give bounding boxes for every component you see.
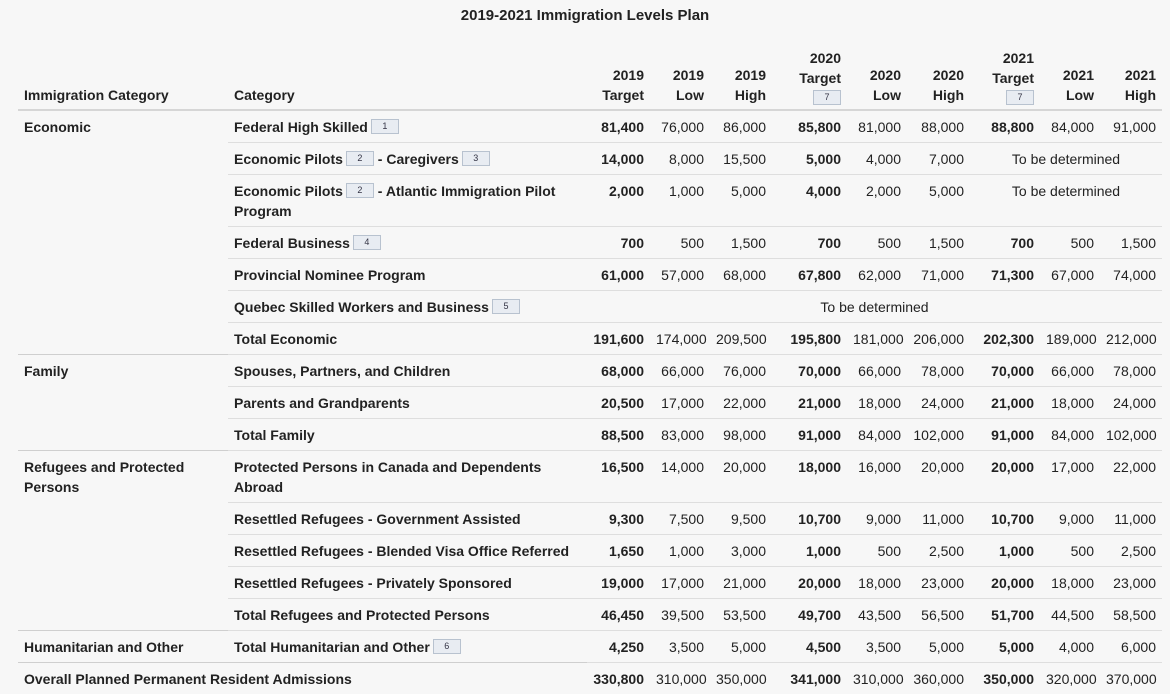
value-cell: 4,500 [772, 631, 847, 663]
row-group-label [18, 599, 228, 631]
category-text: Resettled Refugees - Privately Sponsored [234, 575, 512, 591]
value-cell: 10,700 [970, 503, 1040, 535]
row-category-label [228, 631, 587, 663]
category-text: Total Refugees and Protected Persons [234, 607, 490, 623]
value-cell: 14,000 [587, 143, 650, 175]
footnote-link[interactable]: 5 [492, 299, 520, 314]
value-cell: 51,700 [970, 599, 1040, 631]
header-2021-high: 2021 High [1100, 31, 1162, 110]
row-category-label [228, 323, 587, 355]
row-category-label [228, 535, 587, 567]
value-cell: 49,700 [772, 599, 847, 631]
row-group-label [18, 175, 228, 227]
row-category-label [228, 355, 587, 387]
value-cell: 1,500 [907, 227, 970, 259]
value-cell: 81,400 [587, 110, 650, 143]
row-category-label [228, 259, 587, 291]
value-cell: 5,000 [907, 175, 970, 227]
value-cell: 10,700 [772, 503, 847, 535]
value-cell: 91,000 [772, 419, 847, 451]
table-row [18, 291, 1162, 323]
to-be-determined-cell: To be determined [970, 175, 1162, 227]
value-cell: 1,000 [772, 535, 847, 567]
category-text: Total Economic [234, 331, 337, 347]
value-cell: 68,000 [587, 355, 650, 387]
value-cell: 53,500 [710, 599, 772, 631]
row-group-label [18, 387, 228, 419]
table-row [18, 259, 1162, 291]
table-caption: 2019-2021 Immigration Levels Plan [0, 0, 1170, 29]
row-group-label [18, 143, 228, 175]
value-cell: 206,000 [907, 323, 970, 355]
value-cell: 500 [1040, 535, 1100, 567]
value-cell: 24,000 [907, 387, 970, 419]
value-cell: 209,500 [710, 323, 772, 355]
row-group-label: Family [18, 355, 228, 387]
value-cell: 310,000 [650, 663, 710, 694]
value-cell: 1,650 [587, 535, 650, 567]
value-cell: 62,000 [847, 259, 907, 291]
value-cell: 700 [772, 227, 847, 259]
value-cell: 66,000 [847, 355, 907, 387]
value-cell: 83,000 [650, 419, 710, 451]
value-cell: 67,800 [772, 259, 847, 291]
row-group-label [18, 419, 228, 451]
table-row [18, 175, 1162, 227]
value-cell: 3,500 [650, 631, 710, 663]
value-cell: 102,000 [907, 419, 970, 451]
value-cell: 341,000 [772, 663, 847, 694]
value-cell: 56,500 [907, 599, 970, 631]
value-cell: 78,000 [907, 355, 970, 387]
value-cell: 23,000 [907, 567, 970, 599]
value-cell: 4,250 [587, 631, 650, 663]
value-cell: 181,000 [847, 323, 907, 355]
value-cell: 91,000 [970, 419, 1040, 451]
header-2019-high: 2019 High [710, 31, 772, 110]
value-cell: 21,000 [970, 387, 1040, 419]
to-be-determined-cell: To be determined [587, 291, 1162, 323]
immigration-levels-table [18, 31, 1162, 694]
value-cell: 189,000 [1040, 323, 1100, 355]
value-cell: 4,000 [772, 175, 847, 227]
footnote-link[interactable]: 4 [353, 235, 381, 250]
value-cell: 370,000 [1100, 663, 1162, 694]
value-cell: 74,000 [1100, 259, 1162, 291]
value-cell: 20,000 [970, 567, 1040, 599]
category-text: Resettled Refugees - Blended Visa Office Referred [234, 543, 569, 559]
value-cell: 16,000 [847, 451, 907, 503]
value-cell: 2,000 [587, 175, 650, 227]
value-cell: 202,300 [970, 323, 1040, 355]
value-cell: 350,000 [710, 663, 772, 694]
value-cell: 360,000 [907, 663, 970, 694]
row-group-label [18, 227, 228, 259]
row-category-label [228, 110, 587, 143]
value-cell: 71,000 [907, 259, 970, 291]
value-cell: 11,000 [907, 503, 970, 535]
header-2021-target: 2021 Target 7 [970, 31, 1040, 110]
footnote-link[interactable]: 1 [371, 119, 399, 134]
header-2019-low: 2019 Low [650, 31, 710, 110]
value-cell: 9,500 [710, 503, 772, 535]
value-cell: 330,800 [587, 663, 650, 694]
value-cell: 18,000 [847, 567, 907, 599]
header-immigration-category: Immigration Category [18, 31, 228, 110]
value-cell: 88,500 [587, 419, 650, 451]
value-cell: 24,000 [1100, 387, 1162, 419]
row-category-label [228, 291, 587, 323]
header-category: Category [228, 31, 587, 110]
value-cell: 20,000 [970, 451, 1040, 503]
table-row [18, 323, 1162, 355]
value-cell: 500 [847, 535, 907, 567]
value-cell: 84,000 [847, 419, 907, 451]
value-cell: 11,000 [1100, 503, 1162, 535]
row-group-label [18, 503, 228, 535]
value-cell: 195,800 [772, 323, 847, 355]
category-text: Federal High Skilled [234, 119, 368, 135]
header-2020-high: 2020 High [907, 31, 970, 110]
value-cell: 191,600 [587, 323, 650, 355]
row-category-label [228, 567, 587, 599]
value-cell: 76,000 [650, 110, 710, 143]
table-row [18, 143, 1162, 175]
value-cell: 14,000 [650, 451, 710, 503]
value-cell: 15,500 [710, 143, 772, 175]
value-cell: 174,000 [650, 323, 710, 355]
category-text-suffix: - Caregivers [374, 151, 459, 167]
value-cell: 320,000 [1040, 663, 1100, 694]
row-group-label: Economic [18, 110, 228, 143]
table-row [18, 663, 1162, 694]
value-cell: 212,000 [1100, 323, 1162, 355]
header-2021-low: 2021 Low [1040, 31, 1100, 110]
value-cell: 70,000 [970, 355, 1040, 387]
value-cell: 20,000 [907, 451, 970, 503]
category-text: Total Family [234, 427, 315, 443]
row-group-label [18, 535, 228, 567]
header-row [18, 31, 1162, 110]
category-text: Parents and Grandparents [234, 395, 410, 411]
value-cell: 44,500 [1040, 599, 1100, 631]
row-category-label [228, 419, 587, 451]
value-cell: 6,000 [1100, 631, 1162, 663]
value-cell: 88,800 [970, 110, 1040, 143]
value-cell: 57,000 [650, 259, 710, 291]
value-cell: 5,000 [907, 631, 970, 663]
value-cell: 2,500 [1100, 535, 1162, 567]
value-cell: 23,000 [1100, 567, 1162, 599]
table-row [18, 387, 1162, 419]
value-cell: 43,500 [847, 599, 907, 631]
row-group-label: Overall Planned Permanent Resident Admissions [18, 663, 587, 694]
value-cell: 20,000 [772, 567, 847, 599]
category-text: Protected Persons in Canada and Dependents Abroad [234, 459, 541, 495]
table-row [18, 631, 1162, 663]
footnote-link[interactable]: 2 [346, 151, 374, 166]
category-text: Economic Pilots [234, 151, 343, 167]
value-cell: 84,000 [1040, 110, 1100, 143]
value-cell: 7,000 [907, 143, 970, 175]
value-cell: 1,000 [650, 175, 710, 227]
value-cell: 18,000 [1040, 387, 1100, 419]
value-cell: 1,500 [710, 227, 772, 259]
value-cell: 7,500 [650, 503, 710, 535]
value-cell: 9,000 [1040, 503, 1100, 535]
value-cell: 61,000 [587, 259, 650, 291]
value-cell: 21,000 [710, 567, 772, 599]
value-cell: 22,000 [1100, 451, 1162, 503]
value-cell: 18,000 [1040, 567, 1100, 599]
category-text: Federal Business [234, 235, 350, 251]
value-cell: 9,000 [847, 503, 907, 535]
value-cell: 1,000 [970, 535, 1040, 567]
value-cell: 8,000 [650, 143, 710, 175]
value-cell: 66,000 [1040, 355, 1100, 387]
value-cell: 71,300 [970, 259, 1040, 291]
value-cell: 91,000 [1100, 110, 1162, 143]
header-2020-target: 2020 Target 7 [772, 31, 847, 110]
value-cell: 17,000 [650, 567, 710, 599]
value-cell: 5,000 [772, 143, 847, 175]
value-cell: 81,000 [847, 110, 907, 143]
value-cell: 2,000 [847, 175, 907, 227]
value-cell: 58,500 [1100, 599, 1162, 631]
footnote-link[interactable]: 7 [813, 90, 841, 105]
header-2020-low: 2020 Low [847, 31, 907, 110]
value-cell: 5,000 [970, 631, 1040, 663]
value-cell: 1,000 [650, 535, 710, 567]
value-cell: 70,000 [772, 355, 847, 387]
footnote-link[interactable]: 3 [462, 151, 490, 166]
value-cell: 98,000 [710, 419, 772, 451]
category-text: Quebec Skilled Workers and Business [234, 299, 489, 315]
value-cell: 5,000 [710, 175, 772, 227]
value-cell: 500 [650, 227, 710, 259]
value-cell: 5,000 [710, 631, 772, 663]
footnote-link[interactable]: 2 [346, 183, 374, 198]
value-cell: 3,000 [710, 535, 772, 567]
value-cell: 18,000 [847, 387, 907, 419]
table-row [18, 599, 1162, 631]
category-text: Spouses, Partners, and Children [234, 363, 450, 379]
value-cell: 16,500 [587, 451, 650, 503]
value-cell: 88,000 [907, 110, 970, 143]
table-row [18, 419, 1162, 451]
value-cell: 84,000 [1040, 419, 1100, 451]
value-cell: 39,500 [650, 599, 710, 631]
footnote-link[interactable]: 6 [433, 639, 461, 654]
value-cell: 700 [970, 227, 1040, 259]
value-cell: 46,450 [587, 599, 650, 631]
value-cell: 4,000 [847, 143, 907, 175]
row-category-label [228, 451, 587, 503]
row-category-label [228, 503, 587, 535]
value-cell: 500 [1040, 227, 1100, 259]
value-cell: 1,500 [1100, 227, 1162, 259]
table-row [18, 503, 1162, 535]
row-category-label [228, 387, 587, 419]
category-text: Provincial Nominee Program [234, 267, 425, 283]
value-cell: 66,000 [650, 355, 710, 387]
value-cell: 21,000 [772, 387, 847, 419]
category-text-suffix: - Atlantic Immigration Pilot Program [234, 183, 555, 219]
table-row [18, 451, 1162, 503]
value-cell: 3,500 [847, 631, 907, 663]
value-cell: 68,000 [710, 259, 772, 291]
category-text: Economic Pilots [234, 183, 343, 199]
table-row [18, 567, 1162, 599]
table-body [18, 110, 1162, 694]
row-category-label [228, 599, 587, 631]
row-group-label [18, 567, 228, 599]
category-text: Resettled Refugees - Government Assisted [234, 511, 521, 527]
row-category-label [228, 143, 587, 175]
value-cell: 17,000 [1040, 451, 1100, 503]
row-category-label [228, 175, 587, 227]
row-group-label [18, 259, 228, 291]
value-cell: 86,000 [710, 110, 772, 143]
table-row [18, 355, 1162, 387]
value-cell: 20,500 [587, 387, 650, 419]
value-cell: 85,800 [772, 110, 847, 143]
value-cell: 76,000 [710, 355, 772, 387]
table-row [18, 535, 1162, 567]
row-group-label [18, 291, 228, 323]
row-group-label [18, 323, 228, 355]
row-group-label: Refugees and Protected Persons [18, 451, 228, 503]
value-cell: 310,000 [847, 663, 907, 694]
category-text: Total Humanitarian and Other [234, 639, 430, 655]
row-group-label: Humanitarian and Other [18, 631, 228, 663]
footnote-link[interactable]: 7 [1006, 90, 1034, 105]
value-cell: 500 [847, 227, 907, 259]
value-cell: 78,000 [1100, 355, 1162, 387]
value-cell: 2,500 [907, 535, 970, 567]
value-cell: 67,000 [1040, 259, 1100, 291]
table-row [18, 110, 1162, 143]
value-cell: 350,000 [970, 663, 1040, 694]
value-cell: 9,300 [587, 503, 650, 535]
value-cell: 22,000 [710, 387, 772, 419]
value-cell: 700 [587, 227, 650, 259]
value-cell: 17,000 [650, 387, 710, 419]
to-be-determined-cell: To be determined [970, 143, 1162, 175]
header-2019-target: 2019 Target [587, 31, 650, 110]
value-cell: 4,000 [1040, 631, 1100, 663]
value-cell: 102,000 [1100, 419, 1162, 451]
table-row [18, 227, 1162, 259]
value-cell: 20,000 [710, 451, 772, 503]
value-cell: 18,000 [772, 451, 847, 503]
value-cell: 19,000 [587, 567, 650, 599]
row-category-label [228, 227, 587, 259]
